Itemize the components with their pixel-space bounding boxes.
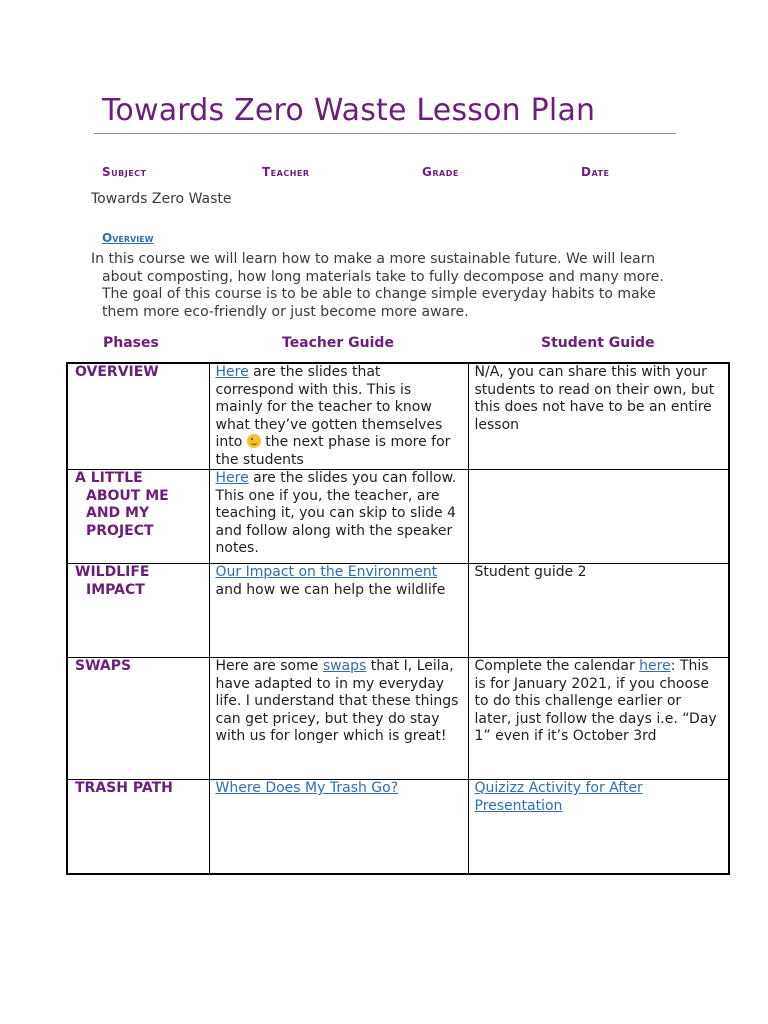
teacher-guide-text: the next phase is more for the students: [215, 434, 451, 468]
lesson-plan-table: [66, 362, 730, 875]
student-guide-text: : This is for January 2021, if you choose to do this challenge earlier or later, just follow the days i.e. “Day 1” even if it’s October 3rd: [474, 658, 717, 744]
slides-link[interactable]: Here: [215, 470, 249, 486]
swaps-link[interactable]: swaps: [322, 658, 367, 674]
phase-label: OVERVIEW: [75, 364, 159, 380]
table-row-swaps: [67, 658, 729, 780]
phase-label: IMPACT: [86, 581, 145, 598]
title-divider: [94, 133, 676, 134]
column-header-phases: Phases: [103, 335, 159, 351]
overview-line: The goal of this course is to be able to change simple everyday habits to make: [102, 286, 656, 302]
overview-line: In this course we will learn how to make a more sustainable future. We will learn: [91, 251, 656, 267]
student-guide-cell: [468, 780, 729, 874]
column-header-student-guide: Student Guide: [541, 335, 655, 351]
calendar-link[interactable]: here: [639, 658, 671, 674]
student-guide-cell: [468, 658, 729, 780]
subject-value: Towards Zero Waste: [91, 191, 232, 207]
slides-link[interactable]: Here: [215, 364, 249, 380]
overview-line: about composting, how long materials take to fully decompose and many more.: [102, 268, 664, 285]
teacher-guide-cell: [209, 780, 468, 874]
quizizz-link[interactable]: Quizizz Activity for After Presentation: [474, 780, 643, 814]
phase-cell: [67, 363, 209, 470]
student-guide-cell: [468, 564, 729, 658]
teacher-label: Teacher: [262, 165, 310, 179]
teacher-guide-text: Here are some: [215, 658, 323, 674]
student-guide-text: Complete the calendar: [474, 658, 640, 674]
teacher-guide-cell: [209, 658, 468, 780]
phase-cell: [67, 470, 209, 564]
grade-label: Grade: [422, 165, 459, 179]
student-guide-cell: [468, 470, 729, 564]
phase-cell: [67, 780, 209, 874]
phase-cell: [67, 658, 209, 780]
impact-link[interactable]: Our Impact on the Environment: [215, 564, 438, 580]
table-row-overview: [67, 363, 729, 470]
subject-label: Subject: [102, 165, 147, 179]
teacher-guide-text: are the slides that correspond with this. This is mainly for the teacher to know what they’ve gotten themselves into: [215, 364, 443, 450]
overview-paragraph: [91, 251, 691, 321]
phase-label: PROJECT: [86, 522, 154, 539]
date-label: Date: [581, 165, 610, 179]
table-row-wildlife: [67, 564, 729, 658]
overview-link[interactable]: Overview: [102, 231, 154, 245]
student-guide-text: N/A, you can share this with your students to read on their own, but this does not have to be an entire lesson: [474, 364, 715, 433]
winking-face-icon: [247, 434, 261, 448]
teacher-guide-text: and how we can help the wildlife: [215, 581, 446, 598]
student-guide-text: Student guide 2: [474, 564, 587, 580]
phase-label: A LITTLE: [75, 470, 143, 486]
table-row-trash-path: [67, 780, 729, 874]
teacher-guide-text: are the slides you can follow. This one if you, the teacher, are teaching it, you can skip to slide 4 and follow along with the speaker notes.: [215, 470, 457, 556]
teacher-guide-cell: [209, 363, 468, 470]
phase-cell: [67, 564, 209, 658]
phase-label: TRASH PATH: [75, 780, 173, 796]
teacher-guide-cell: [209, 564, 468, 658]
phase-label: AND MY: [86, 505, 150, 521]
trash-go-link[interactable]: Where Does My Trash Go?: [215, 780, 399, 796]
overview-line: them more eco-friendly or just become more aware.: [102, 303, 469, 320]
teacher-guide-cell: [209, 470, 468, 564]
teacher-guide-text: that I, Leila, have adapted to in my everyday life. I understand that these things can get pricey, but they do stay with us for longer which is great!: [215, 658, 459, 744]
student-guide-cell: [468, 363, 729, 470]
column-header-teacher-guide: Teacher Guide: [282, 335, 394, 351]
table-row-about: [67, 470, 729, 564]
phase-label: ABOUT ME: [86, 487, 169, 504]
phase-label: SWAPS: [75, 658, 132, 674]
phase-label: WILDLIFE: [75, 564, 150, 580]
page-title: Towards Zero Waste Lesson Plan: [102, 93, 596, 128]
